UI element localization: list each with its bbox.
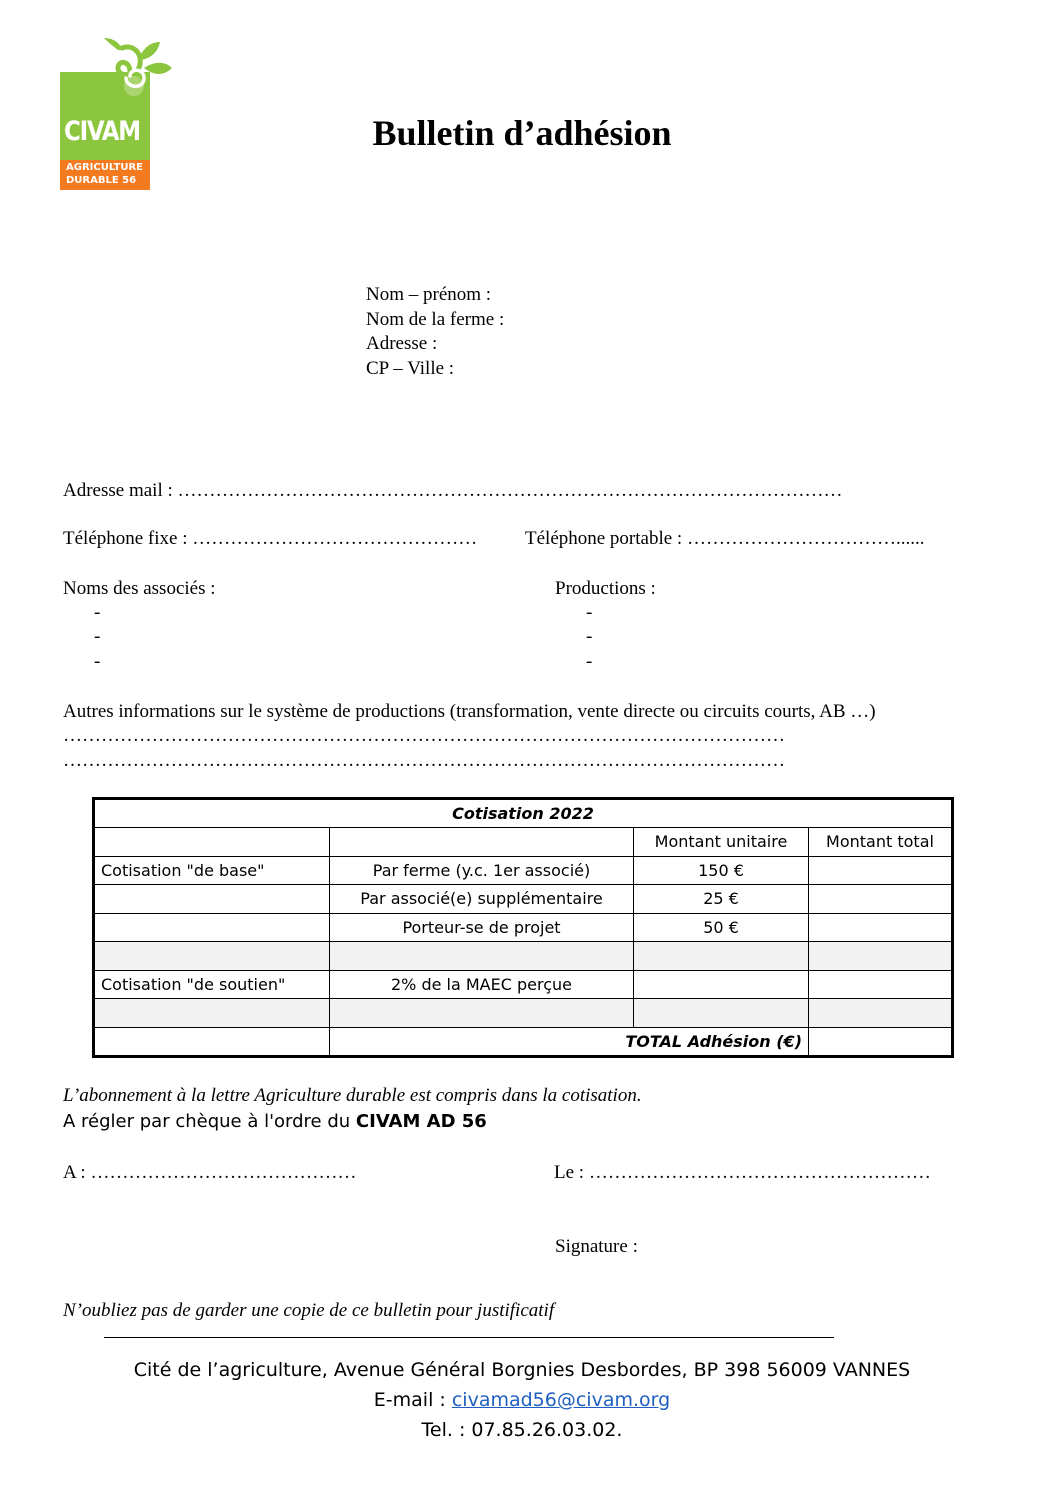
productions-label: Productions :	[555, 578, 656, 599]
table-cell	[330, 999, 634, 1028]
table-cell	[94, 999, 330, 1028]
associate-item[interactable]: -	[94, 626, 101, 647]
table-title: Cotisation 2022	[94, 799, 953, 828]
production-item[interactable]: -	[586, 651, 593, 672]
table-cell: 50 €	[634, 913, 809, 942]
city-label: CP – Ville :	[366, 358, 455, 379]
table-header-cell	[94, 828, 330, 857]
page-title: Bulletin d’adhésion	[372, 113, 672, 153]
table-cell-input[interactable]	[809, 856, 953, 885]
footer-email	[0, 1389, 1044, 1411]
table-cell: 2% de la MAEC perçue	[330, 970, 634, 999]
table-cell	[809, 942, 953, 971]
table-row	[94, 913, 953, 942]
farm-name-label: Nom de la ferme :	[366, 309, 505, 330]
table-row	[94, 885, 953, 914]
associate-item[interactable]: -	[94, 651, 101, 672]
phone-fixed-field[interactable]: Téléphone fixe : ………………………………………	[63, 528, 478, 549]
table-cell-input[interactable]	[809, 913, 953, 942]
table-header-cell: Montant total	[809, 828, 953, 857]
production-item[interactable]: -	[586, 602, 593, 623]
table-cell: 150 €	[634, 856, 809, 885]
table-row	[94, 970, 953, 999]
address-label: Adresse :	[366, 333, 438, 354]
footer-divider	[104, 1337, 834, 1338]
other-info-line[interactable]: ……………………………………………………………………………………………………	[63, 725, 785, 746]
table-header-row	[94, 828, 953, 857]
other-info-label: Autres informations sur le système de productions (transformation, vente directe ou circuits courts, AB …)	[63, 701, 876, 722]
email-field[interactable]: Adresse mail : ……………………………………………………………………………………………	[63, 480, 843, 501]
total-amount-input[interactable]	[809, 1027, 953, 1057]
table-total-row	[94, 1027, 953, 1057]
table-cell	[94, 885, 330, 914]
associate-item[interactable]: -	[94, 602, 101, 623]
table-row-spacer	[94, 999, 953, 1028]
table-cell[interactable]	[634, 970, 809, 999]
table-cell: Porteur-se de projet	[330, 913, 634, 942]
associates-label: Noms des associés :	[63, 578, 216, 599]
signature-label: Signature :	[555, 1236, 638, 1257]
place-field[interactable]: A : ……………………………………	[63, 1162, 357, 1183]
table-cell-input[interactable]	[809, 970, 953, 999]
production-item[interactable]: -	[586, 626, 593, 647]
footer-email-label: E-mail :	[373, 1389, 452, 1411]
name-label: Nom – prénom :	[366, 284, 492, 305]
table-cell: 25 €	[634, 885, 809, 914]
table-row-spacer	[94, 942, 953, 971]
payment-org: CIVAM AD 56	[355, 1111, 487, 1132]
reminder-note: N’oubliez pas de garder une copie de ce bulletin pour justificatif	[63, 1300, 555, 1321]
table-cell-input[interactable]	[809, 885, 953, 914]
table-row	[94, 856, 953, 885]
table-title-row	[94, 799, 953, 828]
table-cell: Cotisation "de base"	[94, 856, 330, 885]
table-cell: Par ferme (y.c. 1er associé)	[330, 856, 634, 885]
subscription-note: L’abonnement à la lettre Agriculture durable est compris dans la cotisation.	[63, 1085, 642, 1106]
footer-address: Cité de l’agriculture, Avenue Général Borgnies Desbordes, BP 398 56009 VANNES	[133, 1359, 911, 1381]
logo-brand: CIVAM	[64, 116, 140, 147]
logo-tagline-2: DURABLE 56	[66, 175, 137, 186]
table-cell	[634, 942, 809, 971]
phone-mobile-field[interactable]: Téléphone portable : ……………………………......	[525, 528, 925, 549]
date-field[interactable]: Le : ………………………………………………	[554, 1162, 931, 1183]
table-cell	[634, 999, 809, 1028]
other-info-line[interactable]: ……………………………………………………………………………………………………	[63, 750, 785, 771]
table-header-cell	[330, 828, 634, 857]
table-cell	[809, 999, 953, 1028]
table-cell	[94, 1027, 330, 1057]
table-header-cell: Montant unitaire	[634, 828, 809, 857]
payment-note	[63, 1111, 487, 1132]
table-cell: Cotisation "de soutien"	[94, 970, 330, 999]
payment-note-text: A régler par chèque à l'ordre du	[63, 1111, 356, 1132]
logo-tagline-1: AGRICULTURE	[66, 162, 144, 173]
table-cell	[330, 942, 634, 971]
table-cell	[94, 913, 330, 942]
cotisation-table	[92, 797, 954, 1058]
table-cell: Par associé(e) supplémentaire	[330, 885, 634, 914]
footer-email-link[interactable]: civamad56@civam.org	[451, 1389, 671, 1411]
table-cell	[94, 942, 330, 971]
footer-phone: Tel. : 07.85.26.03.02.	[421, 1419, 623, 1441]
total-label: TOTAL Adhésion (€)	[330, 1027, 809, 1057]
